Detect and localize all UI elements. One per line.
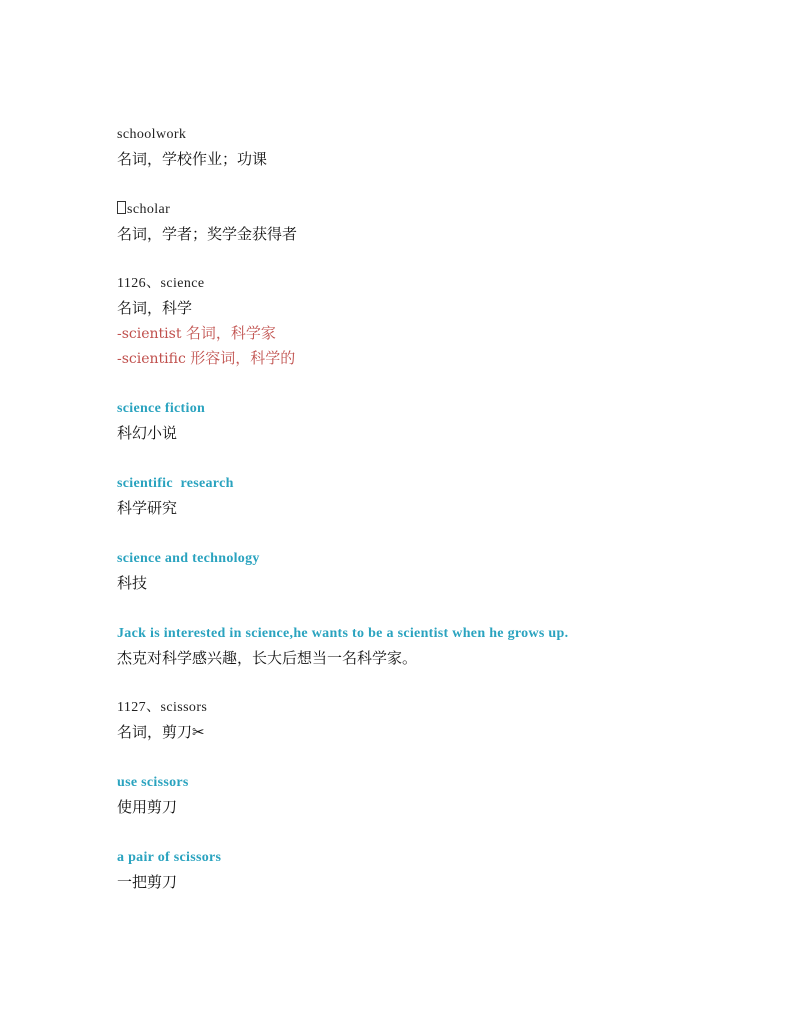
missing-glyph-icon	[117, 201, 126, 214]
derivative-scientist	[117, 323, 276, 344]
word-scholar-text: scholar	[127, 202, 171, 217]
phrase-scientific-research-def: 科学研究	[117, 499, 178, 517]
phrase-science-technology: science and technology	[117, 551, 260, 566]
word-schoolwork: schoolwork	[117, 127, 187, 142]
derivative-scientific-word: -scientific	[117, 351, 191, 367]
phrase-science-fiction-def: 科幻小说	[117, 424, 178, 442]
example-sentence-en: Jack is interested in science,he wants to be a scientist when he grows up.	[117, 626, 569, 641]
phrase-science-fiction: science fiction	[117, 401, 206, 416]
derivative-scientific	[117, 348, 295, 369]
phrase-pair-of-scissors-def: 一把剪刀	[117, 873, 178, 891]
definition-schoolwork: 名词，学校作业；功课	[117, 150, 268, 168]
phrase-pair-of-scissors: a pair of scissors	[117, 850, 222, 865]
derivative-scientist-word: -scientist	[117, 326, 186, 342]
word-scholar	[117, 200, 170, 220]
phrase-use-scissors-def: 使用剪刀	[117, 798, 178, 816]
definition-science: 名词，科学	[117, 299, 193, 317]
derivative-scientist-def: 名词，科学家	[185, 324, 276, 342]
definition-scholar: 名词，学者；奖学金获得者	[117, 225, 298, 243]
word-science: 1126、science	[117, 276, 205, 291]
phrase-use-scissors: use scissors	[117, 775, 189, 790]
definition-scissors: 名词，剪刀✂	[117, 723, 205, 741]
word-scissors: 1127、scissors	[117, 700, 208, 715]
phrase-science-technology-def: 科技	[117, 574, 148, 592]
phrase-scientific-research: scientific research	[117, 476, 234, 491]
example-sentence-zh: 杰克对科学感兴趣，长大后想当一名科学家。	[117, 649, 418, 667]
derivative-scientific-def: 形容词，科学的	[190, 349, 296, 367]
